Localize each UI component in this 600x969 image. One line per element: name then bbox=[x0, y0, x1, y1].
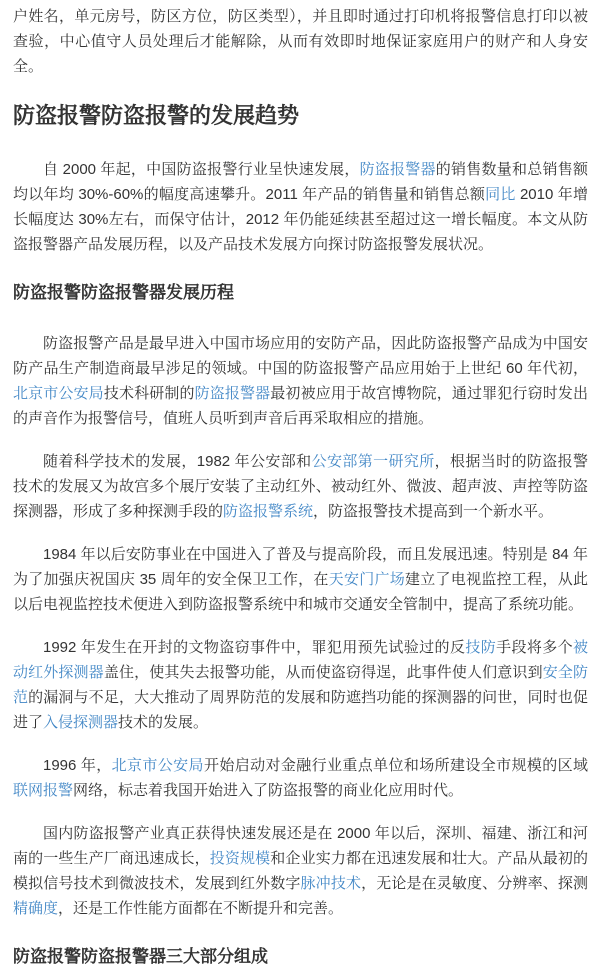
inline-link[interactable]: 联网报警 bbox=[13, 782, 74, 799]
text-run: 2010 年增长幅度达 30%左右，而保守估计，2012 年仍能延续甚至超过这一增长幅度。本文从防盗报警器产品发展历程，以及产品技术发展方向探讨防盗报警发展状况。 bbox=[13, 186, 588, 253]
text-run: 户姓名，单元房号，防区方位，防区类型），并且即时通过打印机将报警信息打印以被查验，中心值守人员处理后才能解除，从而有效即时地保证家庭用户的财产和人身安全。 bbox=[13, 8, 588, 75]
inline-link[interactable]: 防盗报警系统 bbox=[223, 503, 314, 520]
text-run: 开始启动对金融行业重点单位和场所建设全市规模的区域 bbox=[203, 757, 588, 774]
text-run: 国内防盗报警产业真正获得快速发展还是在 2000 年以后，深圳、福建、浙江和河南的一些生产厂商迅速成长， bbox=[13, 825, 588, 867]
text-run: 的销售数量和总销售额均以年均 30%-60%的幅度高速攀升。2011 年产品的销售量和销售总额 bbox=[13, 161, 588, 203]
inline-link[interactable]: 精确度 bbox=[13, 900, 59, 917]
text-run: 防盗报警产品是最早进入中国市场应用的安防产品，因此防盗报警产品成为中国安防产品生产制造商最早涉足的领域。中国的防盗报警产品应用始于上世纪 60 年代初， bbox=[13, 335, 588, 377]
text-run: ，无论是在灵敏度、分辨率、探测 bbox=[361, 875, 588, 892]
text-run: 手段将多个 bbox=[496, 639, 573, 656]
inline-link[interactable]: 投资规模 bbox=[209, 850, 271, 867]
text-run: 1996 年， bbox=[43, 757, 112, 774]
inline-link[interactable]: 同比 bbox=[485, 186, 516, 203]
text-run: 1984 年以后安防事业在中国进入了普及与提高阶段，而且发展迅速。特别是 84 年为了加强庆祝国庆 35 周年的安全保卫工作，在 bbox=[13, 546, 588, 588]
text-run: 最初被应用于故宫博物院，通过罪犯行窃时发出的声音作为报警信号，值班人员听到声音后再采取相应的措施。 bbox=[13, 385, 588, 427]
text-run: 技术科研制的 bbox=[103, 385, 195, 402]
inline-link[interactable]: 入侵探测器 bbox=[43, 714, 119, 731]
text-run: 1992 年发生在开封的文物盗窃事件中，罪犯用预先试验过的反 bbox=[43, 639, 466, 656]
inline-link[interactable]: 北京市公安局 bbox=[111, 757, 204, 774]
text-run: 随着科学技术的发展，1982 年公安部和 bbox=[43, 453, 312, 470]
section-heading-history: 防盗报警防盗报警器发展历程 bbox=[13, 283, 234, 302]
inline-link[interactable]: 安全防范 bbox=[13, 664, 588, 706]
paragraph-origin bbox=[13, 331, 588, 431]
paragraph-1996 bbox=[13, 753, 588, 803]
text-run: 技术的发展。 bbox=[118, 714, 209, 731]
inline-link[interactable]: 技防 bbox=[465, 639, 497, 656]
inline-link[interactable]: 公安部第一研究所 bbox=[311, 453, 435, 470]
text-run: 和企业实力都在迅速发展和壮大。产品从最初的模拟信号技术到微波技术，发展到红外数字 bbox=[13, 850, 588, 892]
paragraph-overview bbox=[13, 157, 588, 257]
inline-link[interactable]: 防盗报警器 bbox=[359, 161, 436, 178]
paragraph-1992 bbox=[13, 635, 588, 735]
paragraph-1982 bbox=[13, 449, 588, 524]
inline-link[interactable]: 防盗报警器 bbox=[194, 385, 271, 402]
paragraph-intro-continuation bbox=[13, 4, 588, 79]
text-run: 建立了电视监控工程，从此以后电视监控技术便进入到防盗报警系统中和城市交通安全管制中，提高了系统功能。 bbox=[13, 571, 588, 613]
section-heading-components: 防盗报警防盗报警器三大部分组成 bbox=[13, 947, 268, 966]
main-heading: 防盗报警防盗报警的发展趋势 bbox=[13, 103, 300, 128]
text-run: 的漏洞与不足，大大推动了周界防范的发展和防遮挡功能的探测器的问世，同时也促进了 bbox=[13, 689, 588, 731]
text-run: ，防盗报警技术提高到一个新水平。 bbox=[313, 503, 554, 520]
text-run: ，还是工作性能方面都在不断提升和完善。 bbox=[58, 900, 344, 917]
inline-link[interactable]: 北京市公安局 bbox=[13, 385, 104, 402]
paragraph-1984 bbox=[13, 542, 588, 617]
text-run: 自 2000 年起，中国防盗报警行业呈快速发展， bbox=[43, 161, 360, 178]
paragraph-2000 bbox=[13, 821, 588, 921]
text-run: 网络，标志着我国开始进入了防盗报警的商业化应用时代。 bbox=[73, 782, 464, 799]
inline-link[interactable]: 被动红外探测器 bbox=[13, 639, 588, 681]
text-run: 盖住，使其失去报警功能，从而使盗窃得逞，此事件使人们意识到 bbox=[103, 664, 543, 681]
inline-link[interactable]: 天安门广场 bbox=[328, 571, 406, 588]
inline-link[interactable]: 脉冲技术 bbox=[300, 875, 362, 892]
text-run: ，根据当时的防盗报警技术的发展又为故宫多个展厅安装了主动红外、被动红外、微波、超声波、声控等防盗探测器，形成了多种探测手段的 bbox=[13, 453, 588, 520]
